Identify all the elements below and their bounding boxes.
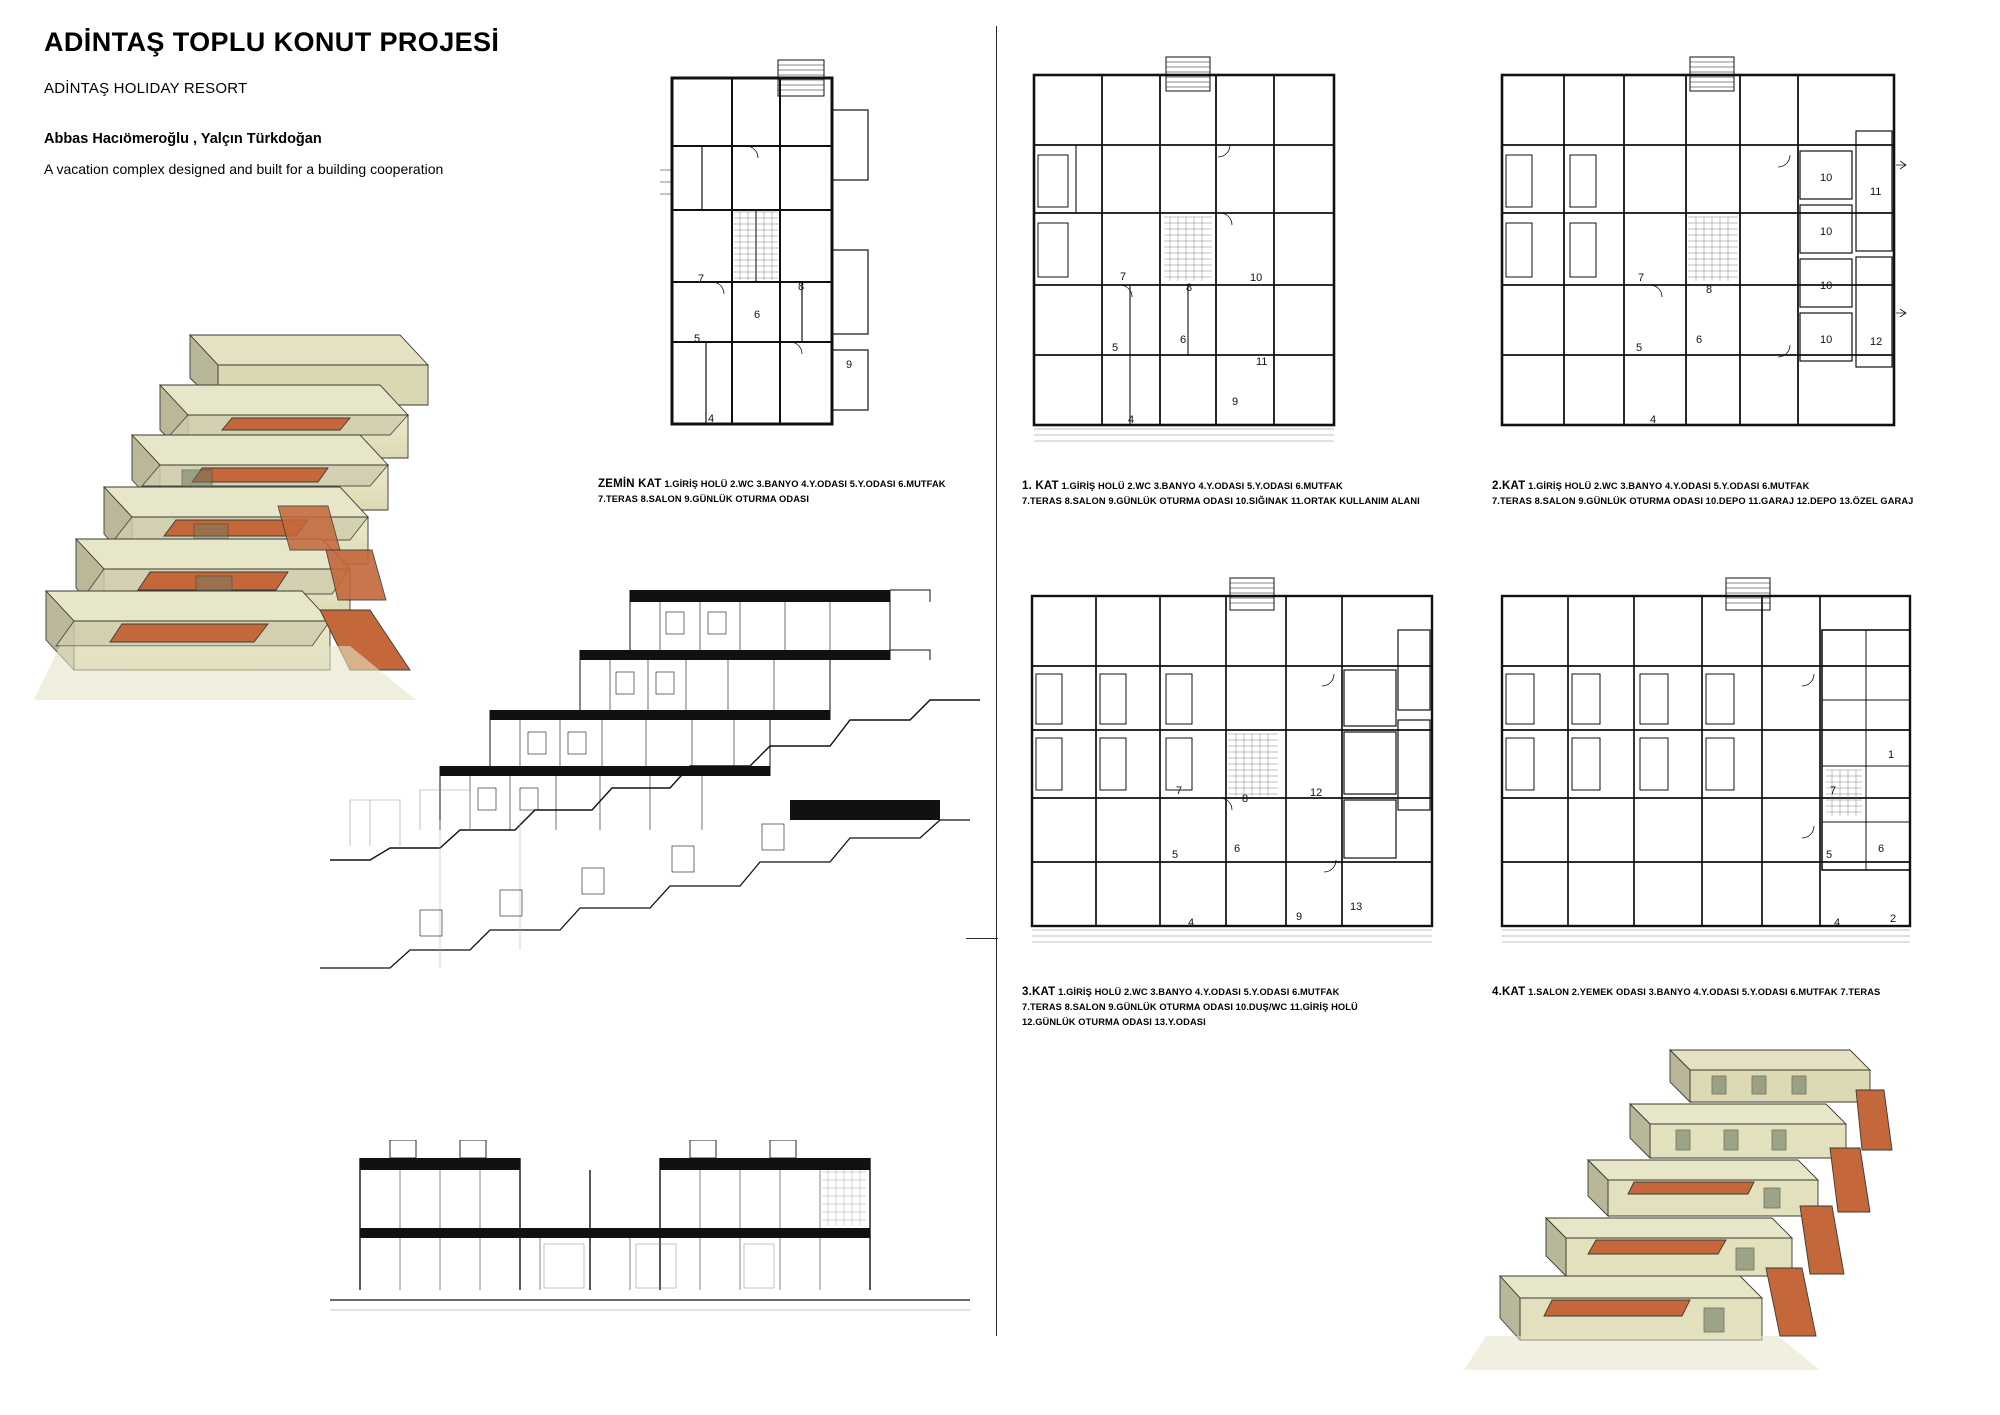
svg-text:8: 8 <box>1242 793 1249 805</box>
section-transverse <box>330 1140 970 1330</box>
plan-1-kat <box>1020 45 1350 465</box>
svg-text:10: 10 <box>1820 334 1833 346</box>
svg-text:6: 6 <box>1234 843 1241 855</box>
svg-text:6: 6 <box>754 309 761 321</box>
svg-text:2: 2 <box>1890 913 1897 925</box>
legend-3kat-line-2: 7.TERAS 8.SALON 9.GÜNLÜK OTURMA ODASI 10.DUŞ/WC 11.GİRİŞ HOLÜ <box>1022 1002 1358 1013</box>
vertical-divider <box>996 26 997 1336</box>
caption-1-kat <box>1022 478 1420 510</box>
svg-text:10: 10 <box>1820 172 1833 184</box>
svg-text:8: 8 <box>798 281 805 293</box>
plan-4-kat <box>1490 570 1930 970</box>
caption-4-kat <box>1492 984 1880 1001</box>
plan-3-kat <box>1020 570 1450 970</box>
floor-label-2kat: 2.KAT <box>1492 480 1526 492</box>
svg-text:4: 4 <box>1650 414 1657 426</box>
plan-2-kat <box>1490 45 1910 465</box>
svg-text:4: 4 <box>1188 917 1195 929</box>
svg-text:12: 12 <box>1310 787 1323 799</box>
svg-text:5: 5 <box>1636 342 1643 354</box>
svg-text:4: 4 <box>708 413 715 425</box>
svg-text:11: 11 <box>1870 186 1882 198</box>
legend-4kat-line-1: 1.SALON 2.YEMEK ODASI 3.BANYO 4.Y.ODASI 5.Y.ODASI 6.MUTFAK 7.TERAS <box>1528 987 1881 997</box>
svg-text:7: 7 <box>1176 785 1183 797</box>
caption-zemin-kat <box>598 476 946 508</box>
svg-text:7: 7 <box>1830 785 1837 797</box>
svg-text:9: 9 <box>1232 396 1239 408</box>
svg-text:4: 4 <box>1834 917 1841 929</box>
svg-text:5: 5 <box>1826 849 1833 861</box>
project-description: A vacation complex designed and built for a building cooperation <box>44 160 444 177</box>
legend-1kat-line-1: 1.GİRİŞ HOLÜ 2.WC 3.BANYO 4.Y.ODASI 5.Y.ODASI 6.MUTFAK <box>1061 481 1343 491</box>
authors-line: Abbas Hacıömeroğlu , Yalçın Türkdoğan <box>44 130 322 147</box>
page-title: ADİNTAŞ TOPLU KONUT PROJESİ <box>44 27 500 57</box>
svg-text:10: 10 <box>1820 280 1833 292</box>
floor-label-4kat: 4.KAT <box>1492 986 1526 998</box>
svg-text:6: 6 <box>1878 843 1885 855</box>
svg-text:13: 13 <box>1350 901 1363 913</box>
svg-text:5: 5 <box>1172 849 1179 861</box>
svg-text:8: 8 <box>1706 284 1713 296</box>
legend-zemin-line-2: 7.TERAS 8.SALON 9.GÜNLÜK OTURMA ODASI <box>598 494 810 505</box>
floor-label-1kat: 1. KAT <box>1022 480 1059 492</box>
legend-3kat-line-3: 12.GÜNLÜK OTURMA ODASI 13.Y.ODASI <box>1022 1016 1206 1027</box>
svg-text:9: 9 <box>846 359 853 371</box>
caption-3-kat <box>1022 984 1358 1030</box>
svg-text:11: 11 <box>1256 356 1268 368</box>
legend-1kat-line-2: 7.TERAS 8.SALON 9.GÜNLÜK OTURMA ODASI 10.SIĞINAK 11.ORTAK KULLANIM ALANI <box>1022 496 1420 507</box>
legend-2kat-line-1: 1.GİRİŞ HOLÜ 2.WC 3.BANYO 4.Y.ODASI 5.Y.ODASI 6.MUTFAK <box>1528 481 1810 491</box>
caption-2-kat <box>1492 478 1913 510</box>
svg-text:9: 9 <box>1296 911 1303 923</box>
svg-text:7: 7 <box>1120 271 1127 283</box>
svg-text:6: 6 <box>1696 334 1703 346</box>
svg-text:10: 10 <box>1820 226 1833 238</box>
project-subtitle: ADİNTAŞ HOLIDAY RESORT <box>44 79 248 97</box>
svg-text:5: 5 <box>1112 342 1119 354</box>
svg-text:7: 7 <box>1638 272 1645 284</box>
svg-text:8: 8 <box>1186 282 1193 294</box>
svg-text:6: 6 <box>1180 334 1187 346</box>
axonometric-perspective-view <box>1460 1030 1930 1390</box>
svg-text:10: 10 <box>1250 272 1263 284</box>
svg-text:1: 1 <box>1888 749 1895 761</box>
svg-text:12: 12 <box>1870 336 1883 348</box>
section-stepped-massing <box>320 790 970 990</box>
legend-3kat-line-1: 1.GİRİŞ HOLÜ 2.WC 3.BANYO 4.Y.ODASI 5.Y.ODASI 6.MUTFAK <box>1058 987 1340 997</box>
plan-zemin-kat <box>650 50 900 460</box>
svg-text:7: 7 <box>698 273 705 285</box>
legend-2kat-line-2: 7.TERAS 8.SALON 9.GÜNLÜK OTURMA ODASI 10.DEPO 11.GARAJ 12.DEPO 13.ÖZEL GARAJ <box>1492 496 1914 507</box>
svg-text:4: 4 <box>1128 414 1135 426</box>
title-block <box>44 28 604 177</box>
svg-text:5: 5 <box>694 333 701 345</box>
legend-zemin-line-1: 1.GİRİŞ HOLÜ 2.WC 3.BANYO 4.Y.ODASI 5.Y.ODASI 6.MUTFAK <box>664 479 946 489</box>
floor-label-zemin: ZEMİN KAT <box>598 478 662 490</box>
floor-label-3kat: 3.KAT <box>1022 986 1056 998</box>
